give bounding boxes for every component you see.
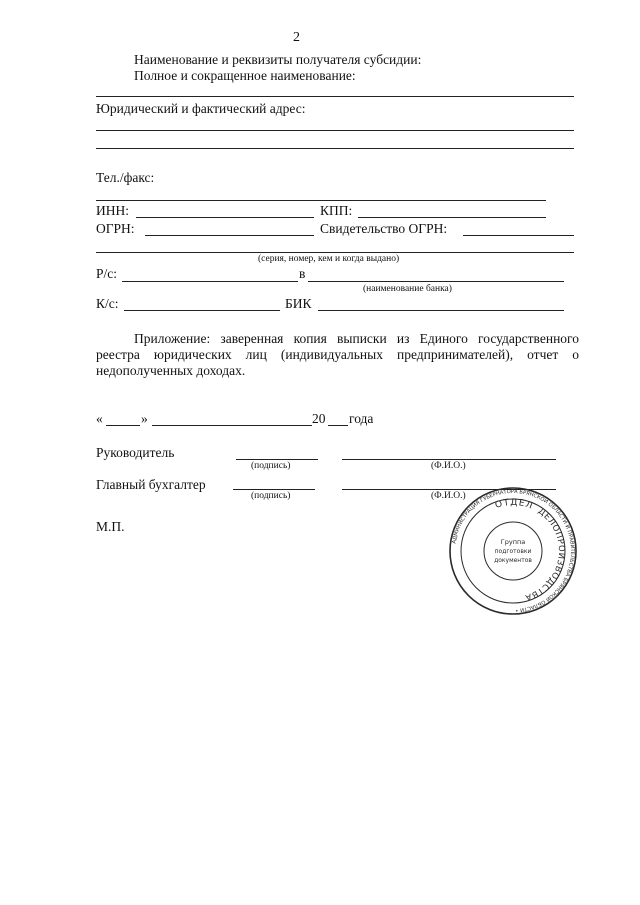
full-short-name-label: Полное и сокращенное наименование:: [134, 68, 356, 83]
recipient-heading: Наименование и реквизиты получателя субсидии:: [134, 52, 422, 67]
stamp-center-line-1: Группа: [500, 538, 526, 546]
seal-place-label: М.П.: [96, 519, 125, 534]
ogrn-certificate-line: [463, 235, 574, 236]
full-name-line: [96, 96, 574, 97]
stamp-ring-text: АДМИНИСТРАЦИЯ ГУБЕРНАТОРА БРЯНСКОЙ ОБЛАСТИ И ПРАВИТЕЛЬСТВА БРЯНСКОЙ ОБЛАСТИ •: [451, 488, 576, 613]
account-label: Р/с:: [96, 266, 118, 281]
date-day-line: [106, 425, 140, 426]
address-label: Юридический и фактический адрес:: [96, 101, 306, 116]
date-year-line: [328, 425, 348, 426]
bik-line: [318, 310, 564, 311]
inn-label: ИНН:: [96, 203, 129, 218]
attachment-paragraph: Приложение: заверенная копия выписки из Единого государственного реестра юридических лиц (индивидуальных предпринимателей), отчет о недополученных доходах.: [96, 331, 579, 378]
certificate-line: [96, 252, 574, 253]
head-signature-line: [236, 459, 318, 460]
bank-hint: (наименование банка): [363, 284, 452, 294]
kpp-line: [358, 217, 546, 218]
accountant-name-hint: (Ф.И.О.): [431, 491, 466, 501]
head-name-hint: (Ф.И.О.): [431, 461, 466, 471]
corr-account-label: К/с:: [96, 296, 119, 311]
head-signature-hint: (подпись): [251, 461, 291, 471]
account-line: [122, 281, 298, 282]
page-number: 2: [293, 30, 300, 45]
date-open-quote: «: [96, 411, 103, 426]
stamp-top-text: ОТДЕЛ: [494, 497, 535, 512]
stamp-center-line-3: документов: [494, 557, 532, 564]
stamp-side-text: ДЕЛОПРОИЗВОДСТВА: [523, 506, 567, 603]
accountant-label: Главный бухгалтер: [96, 477, 206, 492]
ogrn-certificate-label: Свидетельство ОГРН:: [320, 221, 448, 236]
phone-fax-label: Тел./факс:: [96, 170, 155, 185]
certificate-hint: (серия, номер, кем и когда выдано): [258, 254, 400, 264]
date-year-suffix: года: [349, 411, 374, 426]
accountant-signature-line: [233, 489, 315, 490]
accountant-signature-hint: (подпись): [251, 491, 291, 501]
ogrn-label: ОГРН:: [96, 221, 135, 236]
ogrn-line: [145, 235, 314, 236]
date-month-line: [152, 425, 312, 426]
kpp-label: КПП:: [320, 203, 353, 218]
department-stamp: [448, 486, 578, 616]
bik-label: БИК: [285, 296, 312, 311]
date-year-prefix: 20: [312, 411, 326, 426]
stamp-center-line-2: подготовки: [494, 548, 532, 555]
address-line-2: [96, 148, 574, 149]
address-line-1: [96, 130, 574, 131]
corr-account-line: [124, 310, 280, 311]
phone-fax-line: [96, 200, 546, 201]
inn-line: [136, 217, 314, 218]
head-label: Руководитель: [96, 445, 175, 460]
in-label: в: [299, 266, 306, 281]
head-name-line: [342, 459, 556, 460]
date-close-quote: »: [141, 411, 148, 426]
bank-line: [308, 281, 564, 282]
